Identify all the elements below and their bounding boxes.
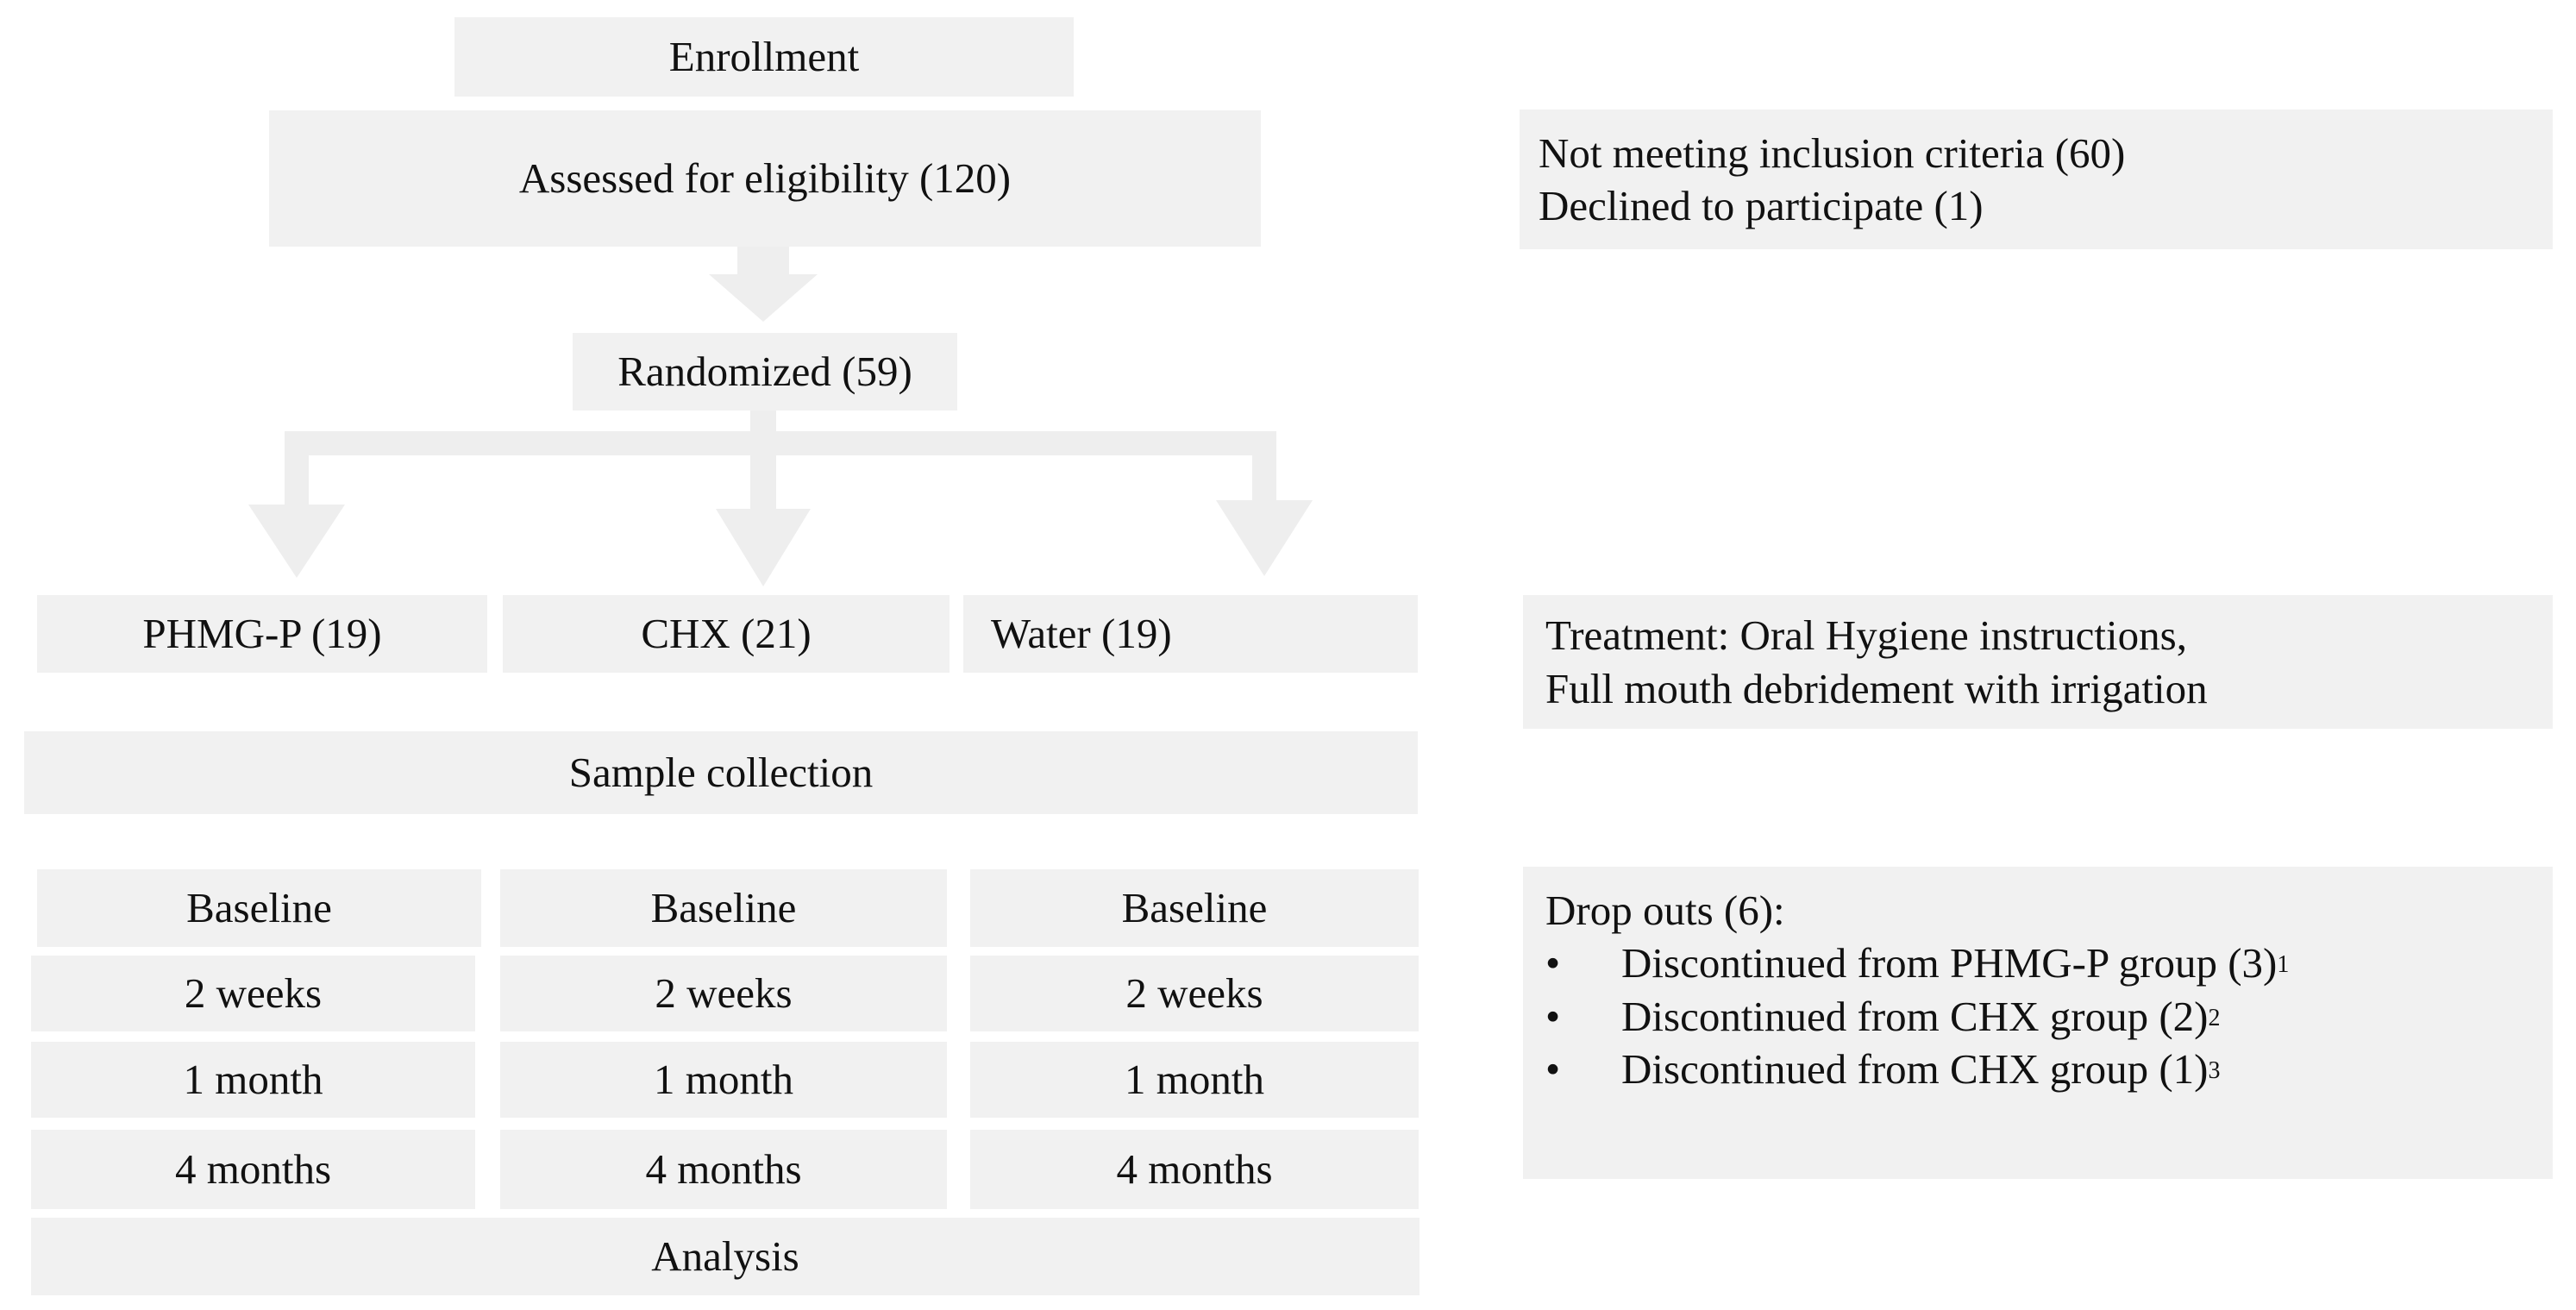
bullet-icon: •: [1545, 1044, 1561, 1093]
col2-2weeks: 2 weeks: [500, 956, 947, 1031]
group-chx-box: CHX (21): [503, 595, 950, 673]
dropout-item: • Discontinued from CHX group (1) $^3$: [1545, 1043, 2220, 1095]
arrow-branch-right-shaft: [1252, 431, 1276, 500]
sample-collection-box: Sample collection: [24, 731, 1418, 814]
col3-4months: 4 months: [970, 1130, 1419, 1209]
arrow-branch-middle-shaft: [750, 440, 776, 509]
dropout-item-text: Discontinued from PHMG-P group (3): [1621, 939, 2278, 987]
col3-2weeks: 2 weeks: [970, 956, 1419, 1031]
bullet-icon: •: [1545, 992, 1561, 1040]
col1-baseline: Baseline: [37, 869, 481, 947]
arrow-branch-left-head: [248, 505, 345, 578]
col1-1month: 1 month: [31, 1042, 475, 1118]
analysis-box: Analysis: [31, 1218, 1420, 1295]
col1-4months: 4 months: [31, 1130, 475, 1209]
col3-1month: 1 month: [970, 1042, 1419, 1118]
bullet-icon: •: [1545, 939, 1561, 987]
exclusion-box: [1520, 110, 2553, 249]
col3-baseline: Baseline: [970, 869, 1419, 947]
treatment-line-1: Treatment: Oral Hygiene instructions,: [1545, 611, 2187, 660]
eligibility-box: Assessed for eligibility (120): [269, 110, 1261, 247]
col1-2weeks: 2 weeks: [31, 956, 475, 1031]
col2-4months: 4 months: [500, 1130, 947, 1209]
dropout-item-text: Discontinued from CHX group (1): [1621, 1044, 2209, 1093]
dropout-item: • Discontinued from CHX group (2) $^2$: [1545, 990, 2220, 1043]
group-phmg-box: PHMG-P (19): [37, 595, 487, 673]
dropouts-box: [1523, 867, 2553, 1179]
dropout-item: • Discontinued from PHMG-P group (3) $^1$: [1545, 937, 2289, 989]
exclusion-line-2: Declined to participate (1): [1539, 182, 1984, 229]
treatment-box: [1523, 595, 2553, 729]
dropouts-title: Drop outs (6):: [1545, 887, 1785, 934]
col2-baseline: Baseline: [500, 869, 947, 947]
arrow-eligibility-to-randomized: [709, 246, 818, 322]
randomized-box: Randomized (59): [573, 333, 957, 411]
arrow-branch-left-shaft: [285, 431, 309, 505]
col2-1month: 1 month: [500, 1042, 947, 1118]
group-water-box: Water (19): [963, 595, 1418, 673]
dropout-item-text: Discontinued from CHX group (2): [1621, 992, 2209, 1040]
arrow-branch-bar: [285, 431, 1276, 455]
arrow-branch-right-head: [1216, 500, 1313, 576]
arrow-branch-middle-head: [716, 509, 811, 586]
enrollment-box: Enrollment: [454, 17, 1074, 97]
exclusion-line-1: Not meeting inclusion criteria (60): [1539, 128, 2126, 177]
treatment-line-2: Full mouth debridement with irrigation: [1545, 664, 2208, 712]
